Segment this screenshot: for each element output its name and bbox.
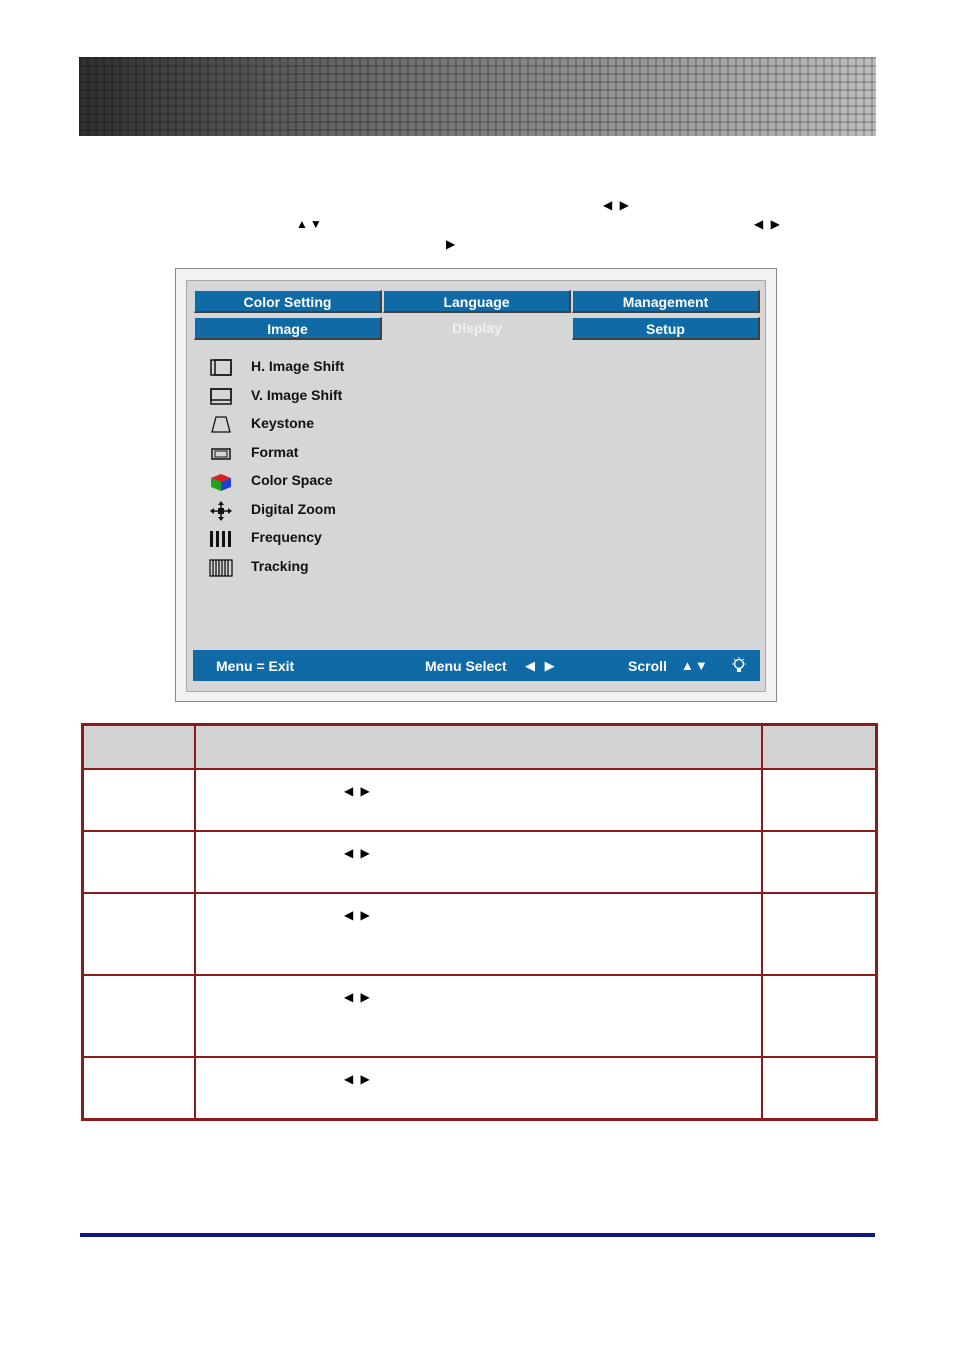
menu-item-label: H. Image Shift (251, 358, 345, 374)
menu-item-h-image-shift[interactable] (207, 355, 407, 381)
menu-item-label: Frequency (251, 529, 322, 545)
menu-item-format[interactable] (207, 441, 407, 467)
table-header-row (83, 725, 877, 770)
tab-image[interactable]: Image (194, 317, 382, 340)
menu-item-v-image-shift[interactable] (207, 384, 407, 410)
left-right-arrows-icon: ◀ ▶ (343, 908, 372, 922)
tab-display[interactable]: Display (383, 317, 571, 340)
frequency-icon (207, 528, 235, 550)
menu-item-keystone[interactable] (207, 412, 407, 438)
menu-select-hint: Menu Select (425, 658, 507, 674)
up-down-arrows-icon: ▲▼ (296, 217, 324, 231)
tab-management[interactable]: Management (572, 290, 760, 313)
menu-item-label: Color Space (251, 472, 333, 488)
table-cell (83, 1057, 195, 1119)
table-cell (762, 893, 876, 975)
table-cell (195, 893, 762, 975)
header-banner (79, 57, 876, 136)
table-header-cell (762, 725, 876, 770)
tab-color-setting[interactable]: Color Setting (194, 290, 382, 313)
table-row (83, 1057, 877, 1119)
menu-item-label: V. Image Shift (251, 387, 343, 403)
menu-item-tracking[interactable] (207, 555, 407, 581)
osd-status-bar (193, 650, 760, 681)
footer-divider (80, 1233, 875, 1237)
table-cell (195, 1057, 762, 1119)
menu-item-label: Format (251, 444, 299, 460)
table-header-cell (83, 725, 195, 770)
left-right-arrows-icon: ◀ ▶ (754, 217, 782, 231)
menu-exit-hint: Menu = Exit (216, 658, 295, 674)
right-arrow-icon: ▶ (446, 237, 458, 251)
table-cell (762, 1057, 876, 1119)
h-image-shift-icon (207, 357, 235, 379)
color-space-icon (207, 471, 235, 493)
table-cell (195, 769, 762, 831)
table-cell (762, 831, 876, 893)
tracking-icon (207, 557, 235, 579)
table-row (83, 769, 877, 831)
left-right-arrows-icon: ◀ ▶ (343, 1072, 372, 1086)
table-cell (83, 893, 195, 975)
menu-item-frequency[interactable] (207, 526, 407, 552)
display-settings-table (81, 723, 878, 1121)
table-row (83, 831, 877, 893)
menu-item-label: Digital Zoom (251, 501, 336, 517)
table-header-cell (195, 725, 762, 770)
menu-item-label: Keystone (251, 415, 315, 431)
scroll-hint: Scroll (628, 658, 667, 674)
table-cell (195, 831, 762, 893)
table-cell (83, 769, 195, 831)
digital-zoom-icon (207, 500, 235, 522)
menu-item-digital-zoom[interactable] (207, 498, 407, 524)
format-icon (207, 443, 235, 465)
lightbulb-icon (731, 657, 747, 675)
left-right-arrows-icon: ◀ ▶ (343, 990, 372, 1004)
table-cell (83, 831, 195, 893)
up-down-arrows-icon: ▲▼ (681, 658, 709, 673)
v-image-shift-icon (207, 386, 235, 408)
table-cell (195, 975, 762, 1057)
tab-setup[interactable]: Setup (572, 317, 760, 340)
menu-item-color-space[interactable] (207, 469, 407, 495)
menu-item-label: Tracking (251, 558, 309, 574)
left-right-arrows-icon: ◀ ▶ (343, 846, 372, 860)
tab-language[interactable]: Language (383, 290, 571, 313)
table-row (83, 975, 877, 1057)
table-cell (762, 975, 876, 1057)
left-right-arrows-icon: ◀ ▶ (525, 658, 558, 673)
table-row (83, 893, 877, 975)
table-cell (83, 975, 195, 1057)
left-right-arrows-icon: ◀ ▶ (603, 198, 631, 212)
keystone-icon (207, 414, 235, 436)
left-right-arrows-icon: ◀ ▶ (343, 784, 372, 798)
table-cell (762, 769, 876, 831)
